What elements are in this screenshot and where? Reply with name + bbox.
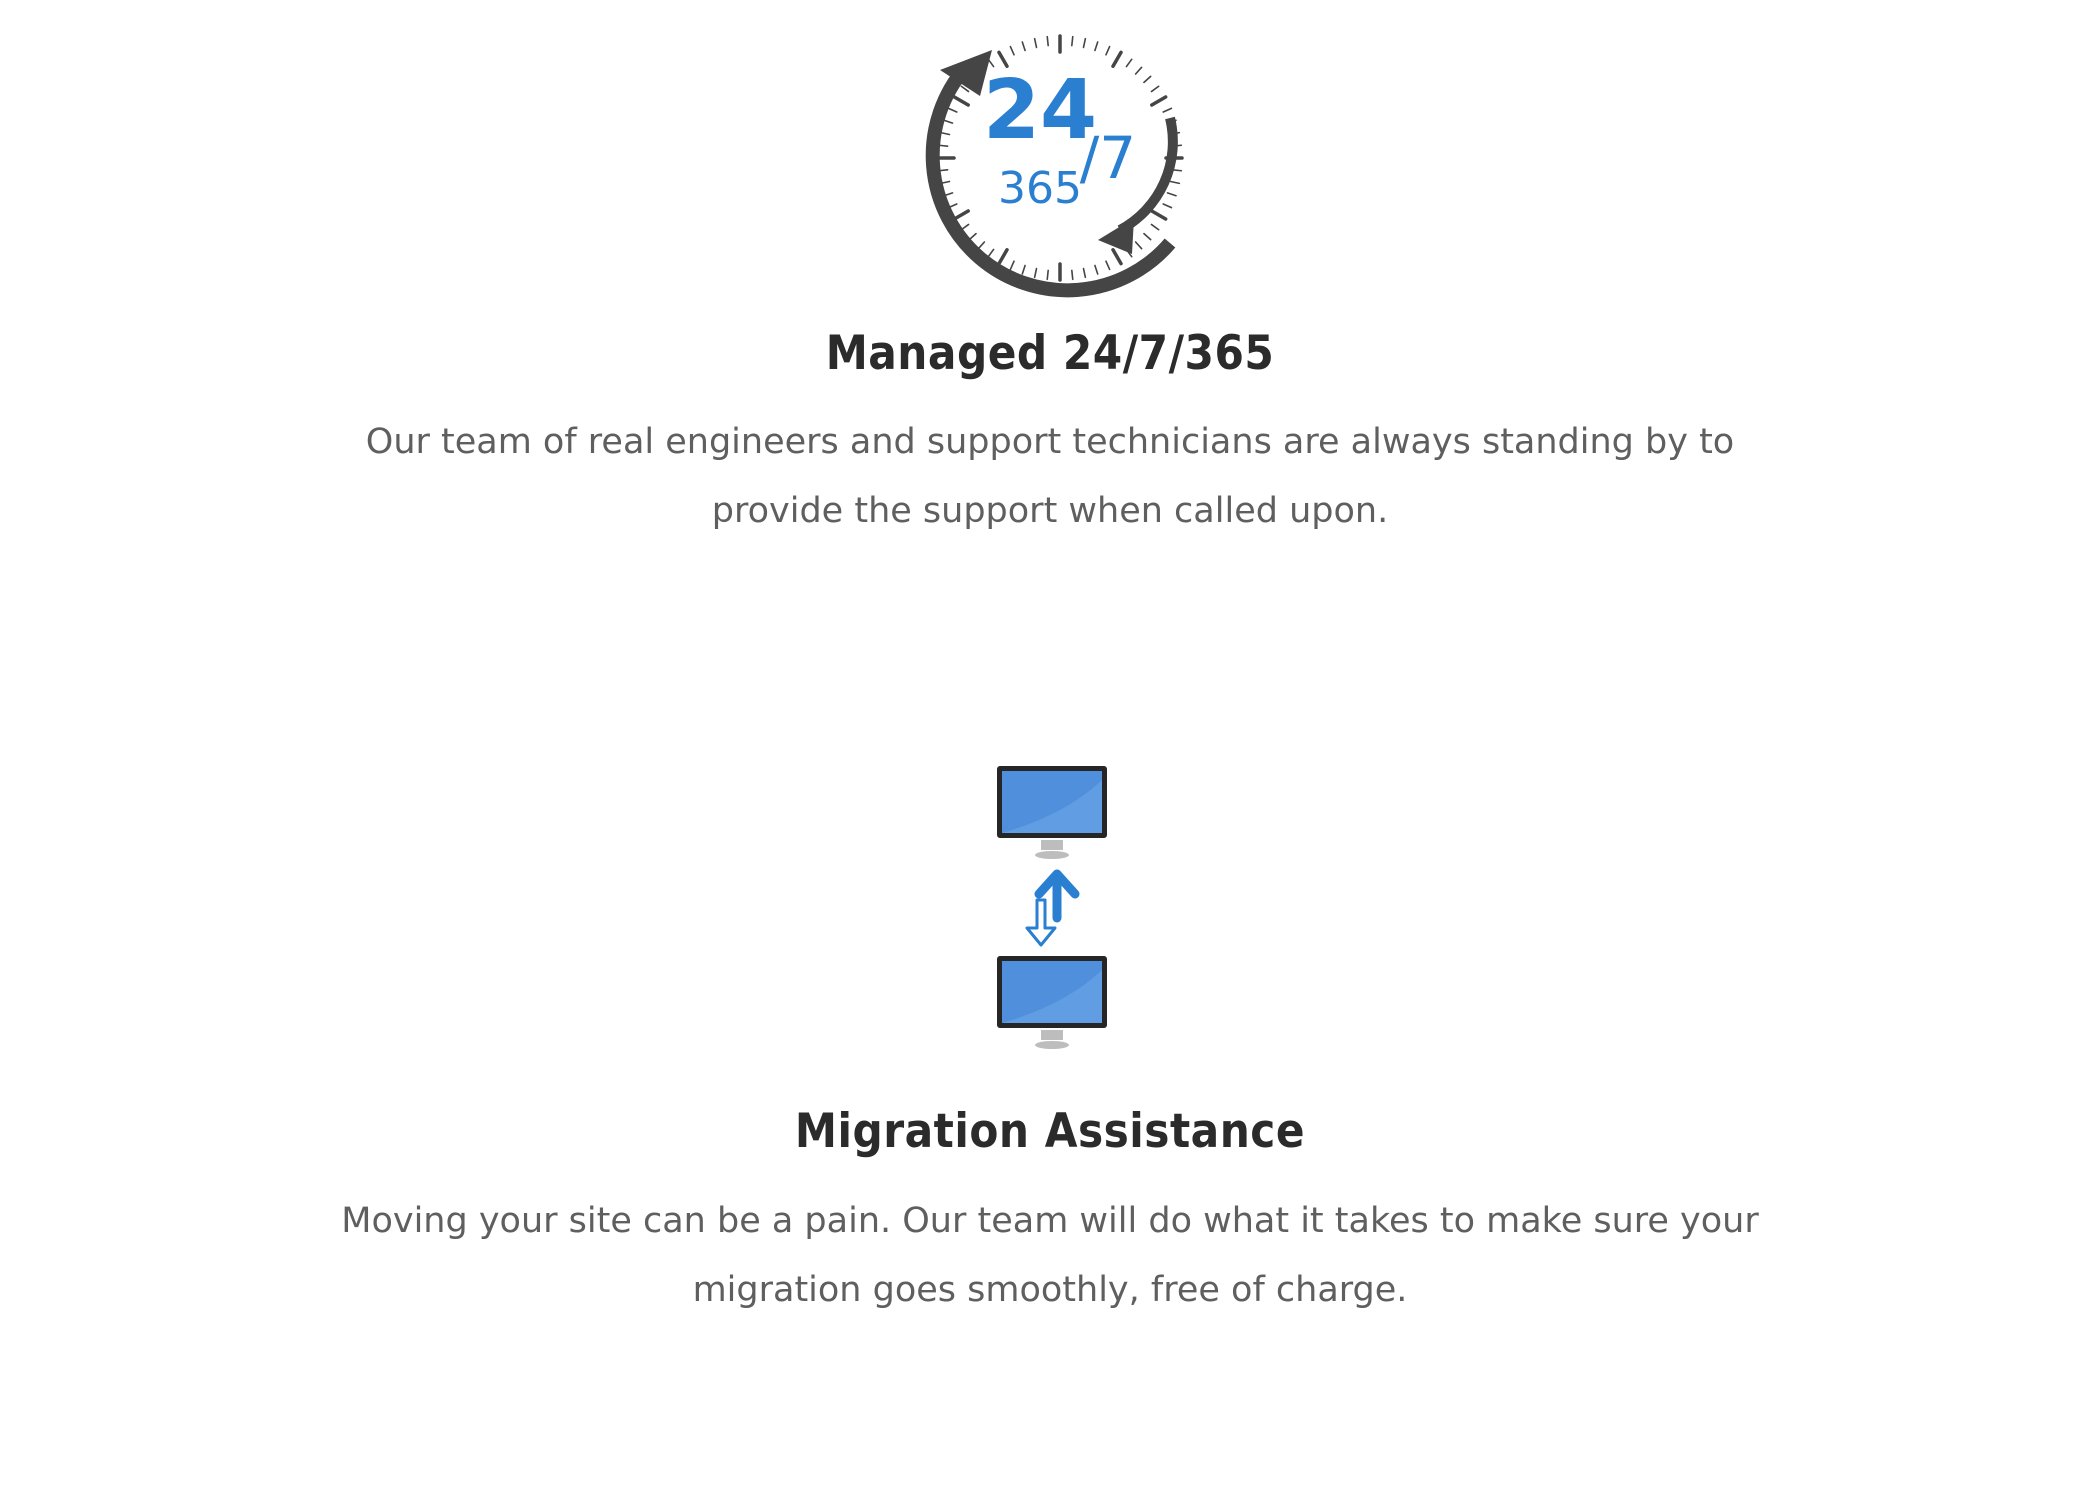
clock-minor-tick (1022, 265, 1025, 274)
clock-minor-tick (1083, 39, 1085, 48)
clock-247-365-icon (910, 8, 1210, 308)
clock-minor-tick (1136, 242, 1142, 249)
clock-minor-tick (1126, 59, 1131, 66)
clock-minor-tick (1072, 37, 1073, 46)
clock-sub-digits: 365 (998, 163, 1082, 214)
clock-minor-tick (978, 242, 984, 249)
feature-title: Managed 24/7/365 (825, 326, 1275, 381)
clock-minor-tick (1083, 269, 1085, 278)
clock-slash-digit: /7 (1079, 124, 1137, 192)
clock-minor-tick (1035, 269, 1037, 278)
clock-major-tick (954, 97, 968, 105)
clock-minor-tick (1095, 42, 1098, 51)
monitor-top-icon (997, 766, 1107, 859)
clock-major-tick (1152, 211, 1166, 219)
clock-minor-tick (1171, 181, 1180, 183)
monitor-bottom-icon (997, 956, 1107, 1049)
clock-minor-tick (1047, 270, 1048, 279)
clock-major-tick (1152, 97, 1166, 105)
clock-minor-tick (1151, 224, 1158, 229)
clock-minor-tick (1151, 86, 1158, 91)
clock-minor-tick (1072, 270, 1073, 279)
clock-minor-tick (1144, 76, 1151, 82)
clock-minor-tick (1167, 193, 1176, 196)
feature-title: Migration Assistance (794, 1104, 1306, 1159)
clock-major-tick (1113, 250, 1121, 264)
computer-migration-icon (995, 760, 1115, 1060)
clock-major-tick (954, 211, 968, 219)
feature-description: Our team of real engineers and support technicians are always standing by to provide the support when called upon. (365, 422, 1735, 531)
clock-minor-tick (944, 120, 953, 123)
clock-minor-tick (988, 249, 993, 256)
clock-minor-tick (1022, 42, 1025, 51)
clock-minor-tick (1144, 234, 1151, 240)
clock-minor-tick (1010, 261, 1014, 269)
clock-minor-tick (1095, 265, 1098, 274)
clock-minor-tick (1035, 39, 1037, 48)
arrow-down-icon (1027, 900, 1055, 945)
clock-major-tick (1113, 52, 1121, 66)
clock-minor-tick (1106, 261, 1110, 269)
clock-main-digits: 24 (982, 63, 1098, 158)
clock-minor-tick (941, 133, 950, 135)
clock-major-tick (999, 250, 1007, 264)
clock-minor-tick (1106, 47, 1110, 55)
feature-description: Moving your site can be a pain. Our team will do what it takes to make sure your migration goes smoothly, free of charge. (341, 1201, 1759, 1310)
clock-minor-tick (1163, 108, 1171, 112)
clock-minor-tick (1163, 204, 1171, 208)
clock-minor-tick (1010, 47, 1014, 55)
clock-minor-tick (1047, 37, 1048, 46)
clock-minor-tick (1136, 67, 1142, 74)
clock-minor-tick (949, 108, 957, 112)
